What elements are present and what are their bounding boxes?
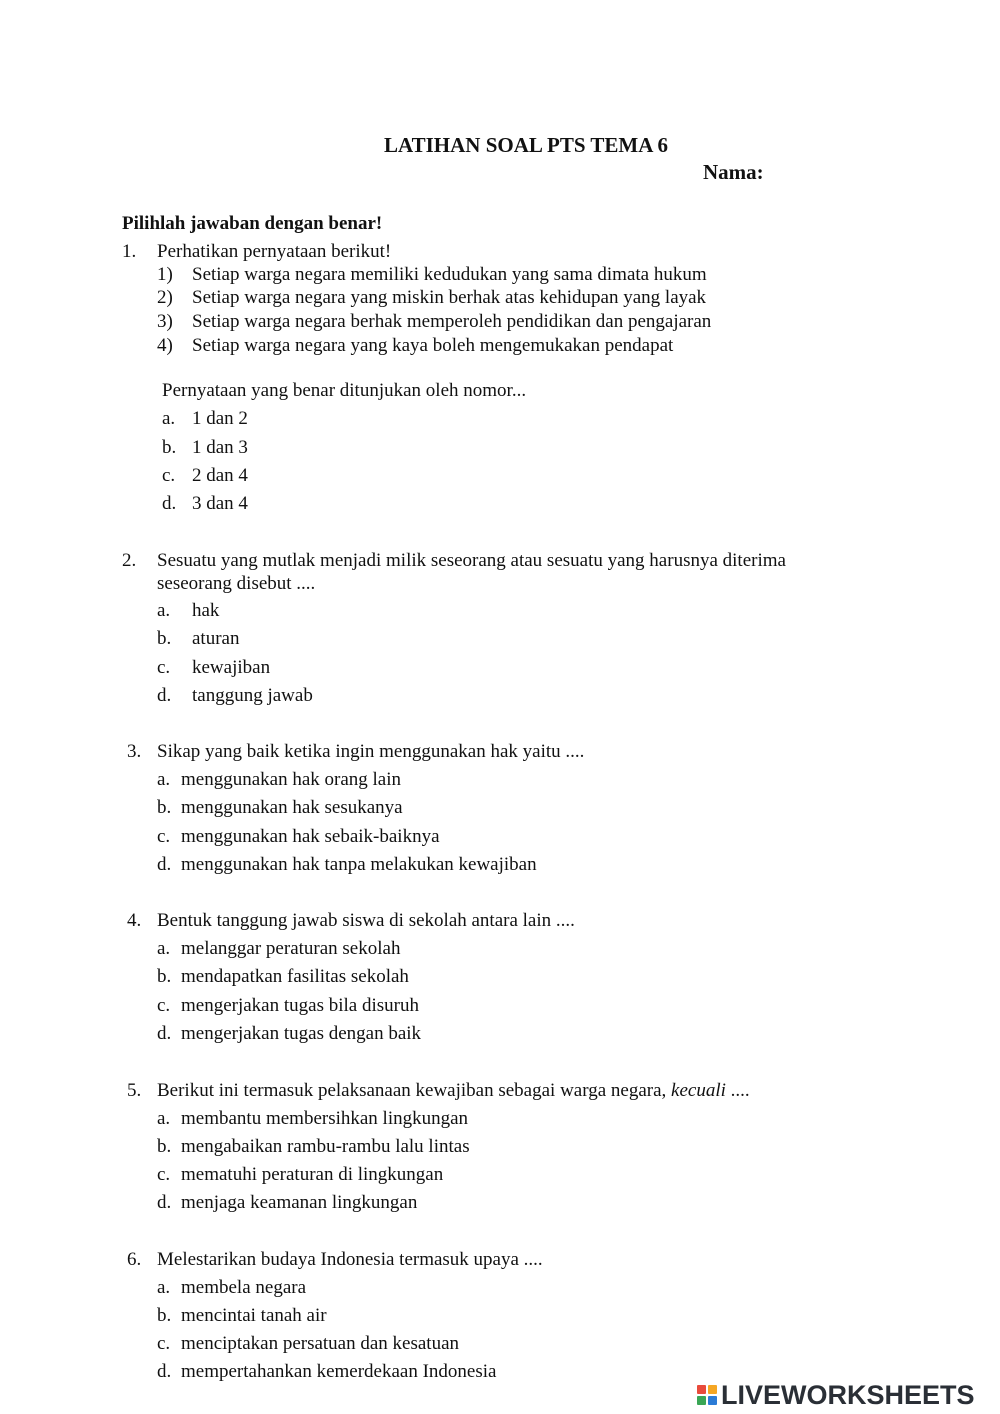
question-text: Sikap yang baik ketika ingin menggunakan hak yaitu .... — [157, 741, 585, 762]
logo-square-green — [697, 1396, 706, 1405]
option-text: mengerjakan tugas bila disuruh — [181, 995, 419, 1016]
statement-text: Setiap warga negara memiliki kedudukan yang sama dimata hukum — [192, 264, 707, 285]
option-text: tanggung jawab — [192, 685, 313, 706]
logo-square-blue — [708, 1396, 717, 1405]
option-text: kewajiban — [192, 657, 271, 678]
option-letter: a. — [162, 408, 176, 429]
option-text: 1 dan 3 — [192, 437, 248, 458]
option-letter: b. — [157, 797, 172, 818]
option-letter: c. — [157, 995, 171, 1016]
question-number: 2. — [122, 550, 137, 571]
question-text: Melestarikan budaya Indonesia termasuk upaya .... — [157, 1249, 543, 1270]
option-letter: a. — [157, 938, 171, 959]
option-letter: c. — [162, 465, 176, 486]
question-number: 4. — [127, 910, 142, 931]
option-text: menggunakan hak tanpa melakukan kewajiban — [181, 854, 537, 875]
option-text: mencintai tanah air — [181, 1305, 327, 1326]
option-letter: a. — [157, 769, 171, 790]
question-number: 5. — [127, 1080, 142, 1101]
question-text: Perhatikan pernyataan berikut! — [157, 241, 392, 262]
option-text: hak — [192, 600, 220, 621]
question-text — [157, 1079, 750, 1102]
statement-number: 1) — [157, 264, 173, 285]
option-text: menggunakan hak orang lain — [181, 769, 402, 790]
statement-number: 3) — [157, 311, 173, 332]
option-letter: b. — [157, 628, 172, 649]
option-text: menjaga keamanan lingkungan — [181, 1192, 418, 1213]
logo-square-orange — [708, 1385, 717, 1394]
option-letter: b. — [157, 966, 172, 987]
question-text-main: Berikut ini termasuk pelaksanaan kewajiban sebagai warga negara, — [157, 1080, 667, 1101]
statement-number: 4) — [157, 335, 173, 356]
question-prompt: Pernyataan yang benar ditunjukan oleh nomor... — [162, 380, 527, 401]
option-text: 1 dan 2 — [192, 408, 248, 429]
question-number: 3. — [127, 741, 142, 762]
question-text-end: .... — [730, 1080, 750, 1101]
option-letter: d. — [157, 1192, 172, 1213]
statement-text: Setiap warga negara yang miskin berhak atas kehidupan yang layak — [192, 287, 707, 308]
question-text: Bentuk tanggung jawab siswa di sekolah antara lain .... — [157, 910, 575, 931]
liveworksheets-wordmark: LIVEWORKSHEETS — [721, 1379, 975, 1410]
option-letter: a. — [157, 600, 171, 621]
name-label: Nama: — [703, 160, 764, 184]
option-text: mematuhi peraturan di lingkungan — [181, 1164, 444, 1185]
option-letter: c. — [157, 826, 171, 847]
liveworksheets-icon — [697, 1385, 717, 1405]
option-letter: a. — [157, 1108, 171, 1129]
option-text: membela negara — [181, 1277, 307, 1298]
page-title: LATIHAN SOAL PTS TEMA 6 — [384, 133, 668, 157]
option-text: membantu membersihkan lingkungan — [181, 1108, 469, 1129]
option-text: mengabaikan rambu-rambu lalu lintas — [181, 1136, 470, 1157]
instruction: Pilihlah jawaban dengan benar! — [122, 213, 383, 234]
option-letter: c. — [157, 1333, 171, 1354]
question-number: 6. — [127, 1249, 142, 1270]
option-letter: b. — [157, 1305, 172, 1326]
option-text: melanggar peraturan sekolah — [181, 938, 401, 959]
statement-text: Setiap warga negara berhak memperoleh pendidikan dan pengajaran — [192, 311, 712, 332]
option-letter: b. — [162, 437, 177, 458]
option-letter: d. — [162, 493, 177, 514]
liveworksheets-logo[interactable] — [697, 1379, 975, 1411]
option-text: aturan — [192, 628, 240, 649]
option-text: 2 dan 4 — [192, 465, 248, 486]
option-letter: d. — [157, 1023, 172, 1044]
option-letter: b. — [157, 1136, 172, 1157]
question-number: 1. — [122, 241, 137, 262]
option-text: menggunakan hak sebaik-baiknya — [181, 826, 440, 847]
option-letter: c. — [157, 1164, 171, 1185]
option-letter: d. — [157, 685, 172, 706]
option-text: menciptakan persatuan dan kesatuan — [181, 1333, 460, 1354]
option-text: mempertahankan kemerdekaan Indonesia — [181, 1361, 497, 1382]
option-text: 3 dan 4 — [192, 493, 248, 514]
option-text: mendapatkan fasilitas sekolah — [181, 966, 409, 987]
option-letter: a. — [157, 1277, 171, 1298]
statement-number: 2) — [157, 287, 173, 308]
option-letter: d. — [157, 854, 172, 875]
option-letter: c. — [157, 657, 171, 678]
question-text-emphasis: kecuali — [671, 1080, 726, 1101]
option-text: menggunakan hak sesukanya — [181, 797, 403, 818]
question-text: Sesuatu yang mutlak menjadi milik seseorang atau sesuatu yang harusnya diterima — [157, 550, 786, 571]
option-letter: d. — [157, 1361, 172, 1382]
question-text: seseorang disebut .... — [157, 573, 316, 594]
logo-square-red — [697, 1385, 706, 1394]
option-text: mengerjakan tugas dengan baik — [181, 1023, 422, 1044]
statement-text: Setiap warga negara yang kaya boleh mengemukakan pendapat — [192, 335, 674, 356]
